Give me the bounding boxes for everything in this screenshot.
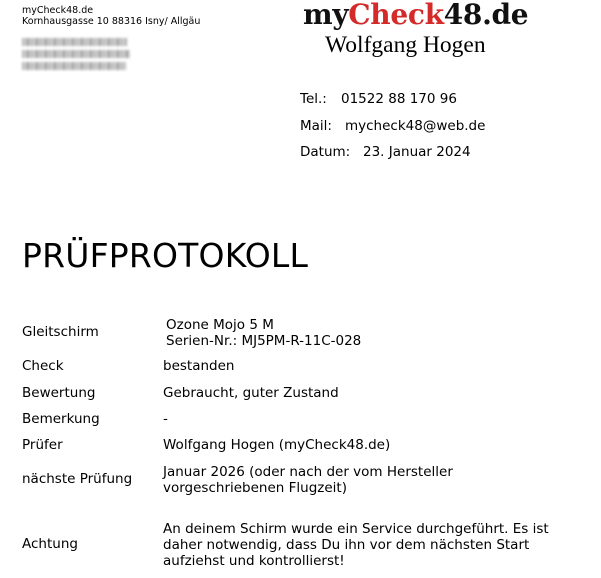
redacted-line	[22, 62, 126, 70]
mail-value: mycheck48@web.de	[345, 118, 486, 134]
rating-label: Bewertung	[22, 385, 96, 401]
logo-part-check: Check	[348, 0, 444, 31]
sender-name: myCheck48.de	[22, 5, 94, 16]
phone-label: Tel.:	[300, 91, 327, 107]
next-inspection-value	[163, 464, 453, 496]
glider-model: Ozone Mojo 5 M	[166, 317, 274, 333]
logo-part-my: my	[303, 0, 349, 31]
check-label: Check	[22, 358, 64, 374]
glider-serial: Serien-Nr.: MJ5PM-R-11C-028	[166, 333, 362, 349]
redacted-line	[22, 50, 130, 58]
glider-value	[166, 317, 361, 349]
phone-value: 01522 88 170 96	[341, 91, 457, 107]
glider-label: Gleitschirm	[22, 324, 99, 340]
next-inspection-line: Januar 2026 (oder nach der vom Hersteller	[163, 464, 453, 480]
date-value: 23. Januar 2024	[363, 144, 471, 160]
page-title: PRÜFPROTOKOLL	[22, 236, 309, 275]
check-value: bestanden	[163, 358, 235, 374]
sender-address: Kornhausgasse 10 88316 Isny/ Allgäu	[22, 16, 201, 27]
contact-mail	[300, 118, 485, 134]
attention-line: daher notwendig, dass Du ihn vor dem nächsten Start	[163, 537, 530, 553]
brand-logo	[303, 0, 528, 31]
date-label: Datum:	[300, 144, 351, 160]
logo-part-tail: 48.de	[443, 0, 529, 31]
recipient-address-redacted	[22, 38, 132, 74]
inspector-label: Prüfer	[22, 437, 63, 453]
attention-value	[163, 521, 549, 569]
redacted-line	[22, 38, 127, 46]
contact-phone	[300, 91, 457, 107]
remark-label: Bemerkung	[22, 411, 100, 427]
contact-date	[300, 144, 471, 160]
owner-name: Wolfgang Hogen	[325, 32, 486, 58]
attention-line: aufziehst und kontrollierst!	[163, 553, 345, 569]
remark-value: -	[163, 411, 168, 427]
attention-line: An deinem Schirm wurde ein Service durchgeführt. Es ist	[163, 521, 549, 537]
attention-label: Achtung	[22, 536, 78, 552]
rating-value: Gebraucht, guter Zustand	[163, 385, 339, 401]
next-inspection-line: vorgeschriebenen Flugzeit)	[163, 480, 347, 496]
inspector-value: Wolfgang Hogen (myCheck48.de)	[163, 437, 391, 453]
next-inspection-label: nächste Prüfung	[22, 471, 133, 487]
sender-block	[22, 5, 200, 27]
mail-label: Mail:	[300, 118, 332, 134]
